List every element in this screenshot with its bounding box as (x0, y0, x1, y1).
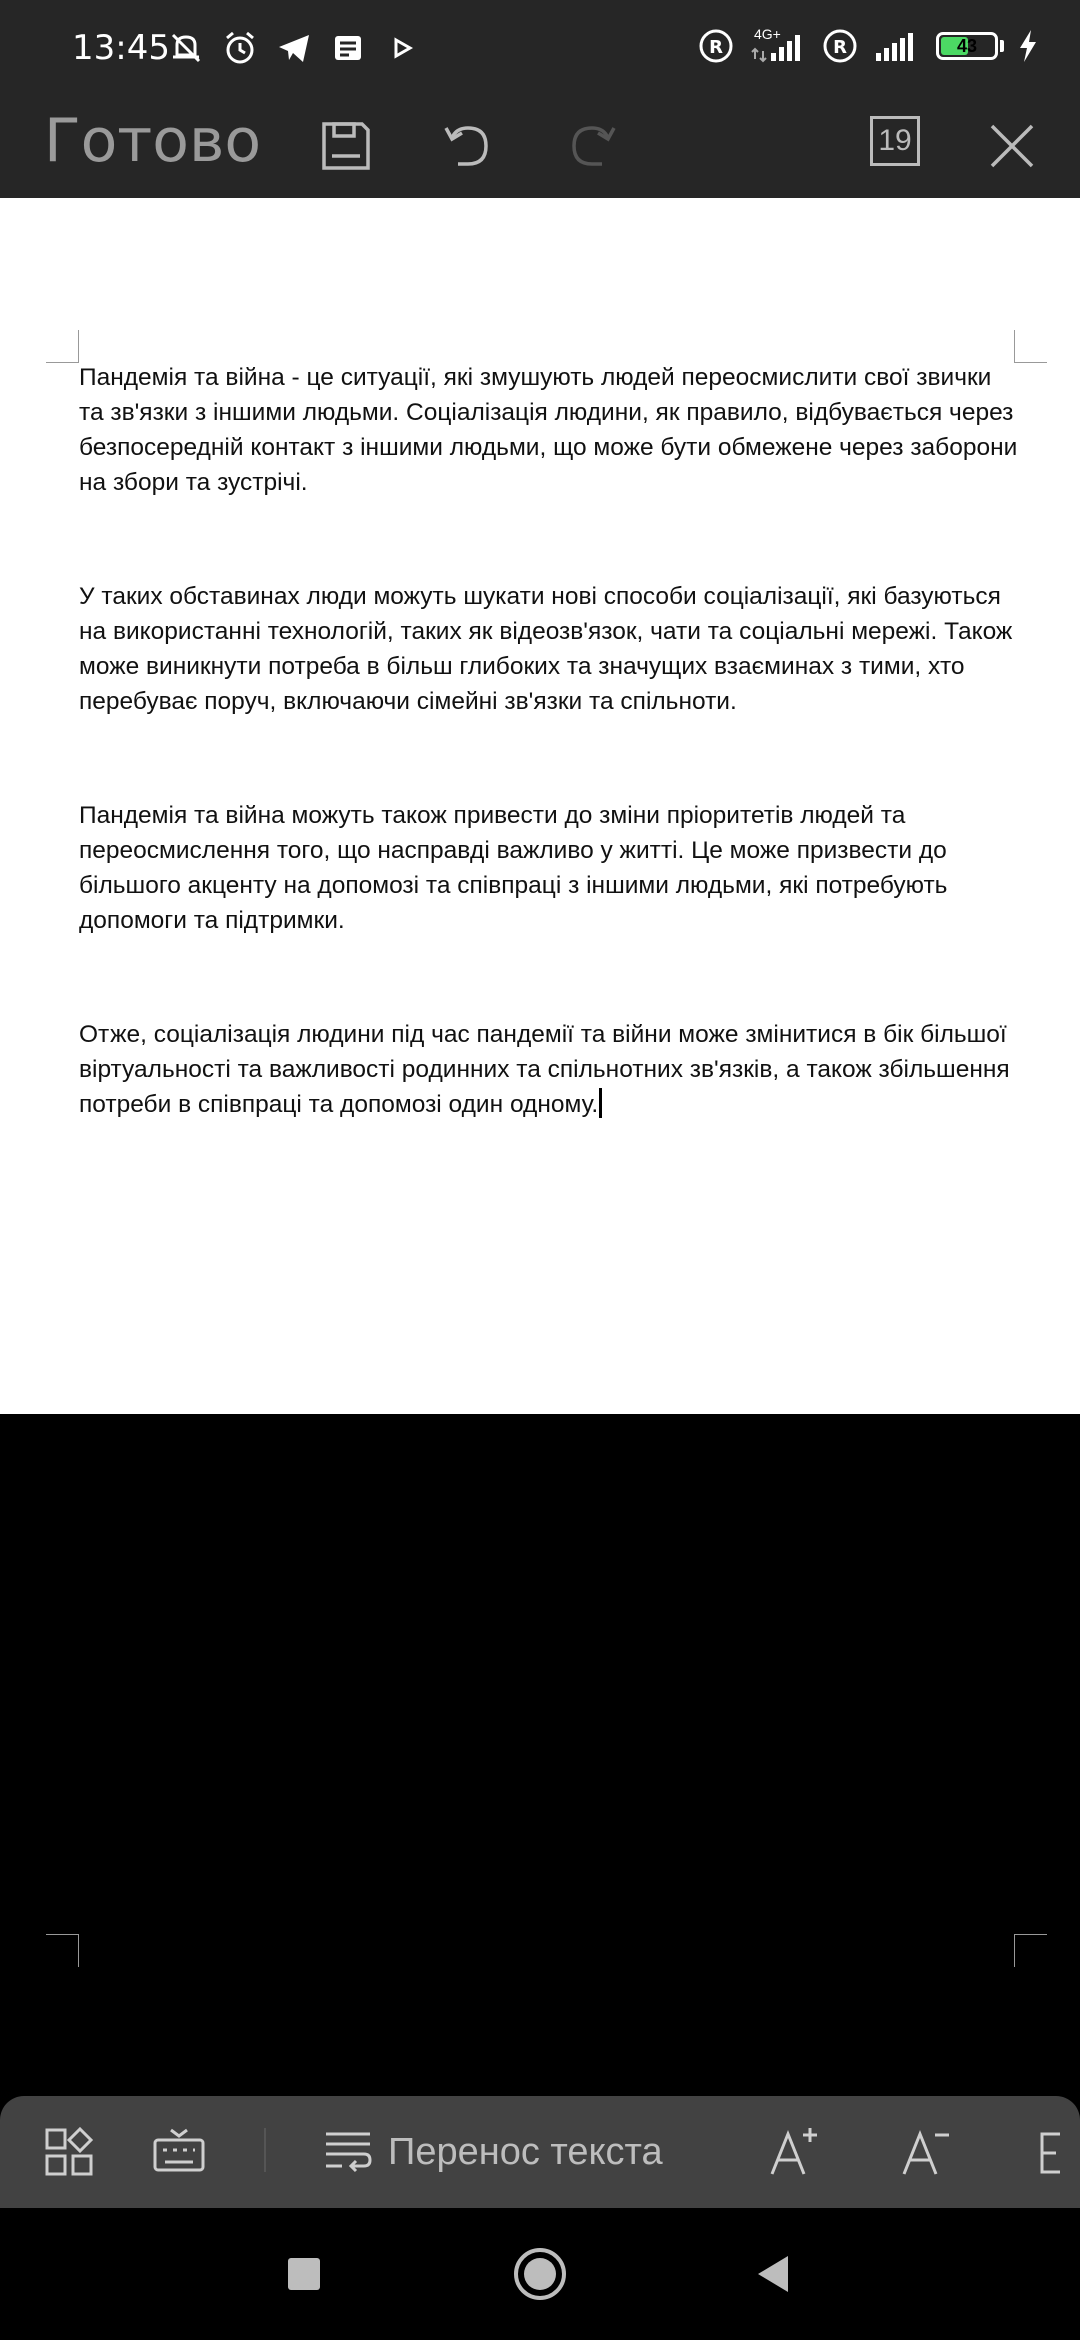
notification-icon (328, 28, 368, 68)
mute-icon (166, 28, 206, 68)
battery-level: 43 (956, 35, 978, 56)
margin-corner-bottom-left (46, 1934, 79, 1967)
redo-icon[interactable] (556, 110, 628, 182)
roaming-icon (820, 26, 860, 66)
navigation-bar (0, 2208, 1080, 2340)
svg-text:R: R (833, 37, 847, 58)
wrap-text-button[interactable] (322, 2096, 663, 2208)
save-icon[interactable] (310, 110, 382, 182)
page-count-icon[interactable]: 19 (870, 116, 920, 166)
document-page[interactable] (0, 198, 1080, 1414)
status-icons-left (166, 28, 422, 68)
battery-indicator (936, 32, 1004, 60)
margin-corner-top-left (46, 330, 79, 363)
wrap-text-label: Перенос текста (388, 2130, 663, 2173)
status-icons-right (696, 26, 1040, 66)
telegram-icon (274, 28, 314, 68)
wrap-text-icon (322, 2126, 374, 2178)
back-icon[interactable] (734, 2234, 814, 2314)
battery-icon (936, 32, 998, 60)
close-icon[interactable] (976, 110, 1048, 182)
alarm-icon (220, 28, 260, 68)
format-toolbar (0, 2096, 1080, 2208)
margin-corner-top-right (1014, 330, 1047, 363)
undo-icon[interactable] (432, 110, 504, 182)
document-paragraph-last[interactable] (79, 1017, 1019, 1122)
keyboard-icon[interactable] (148, 2096, 210, 2208)
editor-toolbar (0, 96, 1080, 198)
svg-text:R: R (709, 37, 723, 58)
toolbar-divider (264, 2128, 266, 2172)
margin-corner-bottom-right (1014, 1934, 1047, 1967)
text-cursor (599, 1088, 602, 1118)
signal-icon (872, 26, 924, 66)
charging-icon (1016, 26, 1040, 66)
signal-icon (748, 26, 808, 66)
status-time: 13:45 (72, 28, 170, 68)
home-icon[interactable] (500, 2234, 580, 2314)
status-bar (0, 0, 1080, 96)
document-paragraph-text[interactable]: Отже, соціалізація людини під час пандемії та війни може змінитися в бік більшої віртуальності та важливості родинних та спільнотних зв'язків, а також збільшення потреби в співпраці та допомозі один одному. (79, 1021, 1010, 1118)
document-paragraph[interactable]: Пандемія та війна можуть також привести до зміни пріоритетів людей та переосмислення того, що насправді важливо у житті. Це може призвести до більшого акценту на допомозі та співпраці з іншими людьми, які потребують допомоги та підтримки. (79, 802, 948, 934)
layout-icon[interactable] (36, 2096, 102, 2208)
document-body[interactable] (79, 360, 1019, 1122)
battery-tip (1000, 40, 1004, 52)
more-icon[interactable] (1036, 2096, 1080, 2208)
network-label: 4G+ (754, 26, 781, 42)
done-button[interactable]: Готово (44, 106, 262, 176)
play-icon (382, 28, 422, 68)
decrease-font-icon[interactable] (896, 2096, 956, 2208)
document-paragraph[interactable]: У таких обставинах люди можуть шукати нові способи соціалізації, які базуються на використанні технологій, таких як відеозв'язок, чати та соціальні мережі. Також може виникнути потреба в більш глибоких та значущих взаєминах з тими, хто перебуває поруч, включаючи сімейні зв'язки та спільноти. (79, 583, 1013, 715)
roaming-icon (696, 26, 736, 66)
recents-icon[interactable] (264, 2234, 344, 2314)
document-paragraph[interactable]: Пандемія та війна - це ситуації, які змушують людей переосмислити свої звички та зв'язки з іншими людьми. Соціалізація людини, як правило, відбувається через безпосередній контакт з іншими людьми, що може бути обмежене через заборони на збори та зустрічі. (79, 364, 1018, 496)
increase-font-icon[interactable] (764, 2096, 824, 2208)
